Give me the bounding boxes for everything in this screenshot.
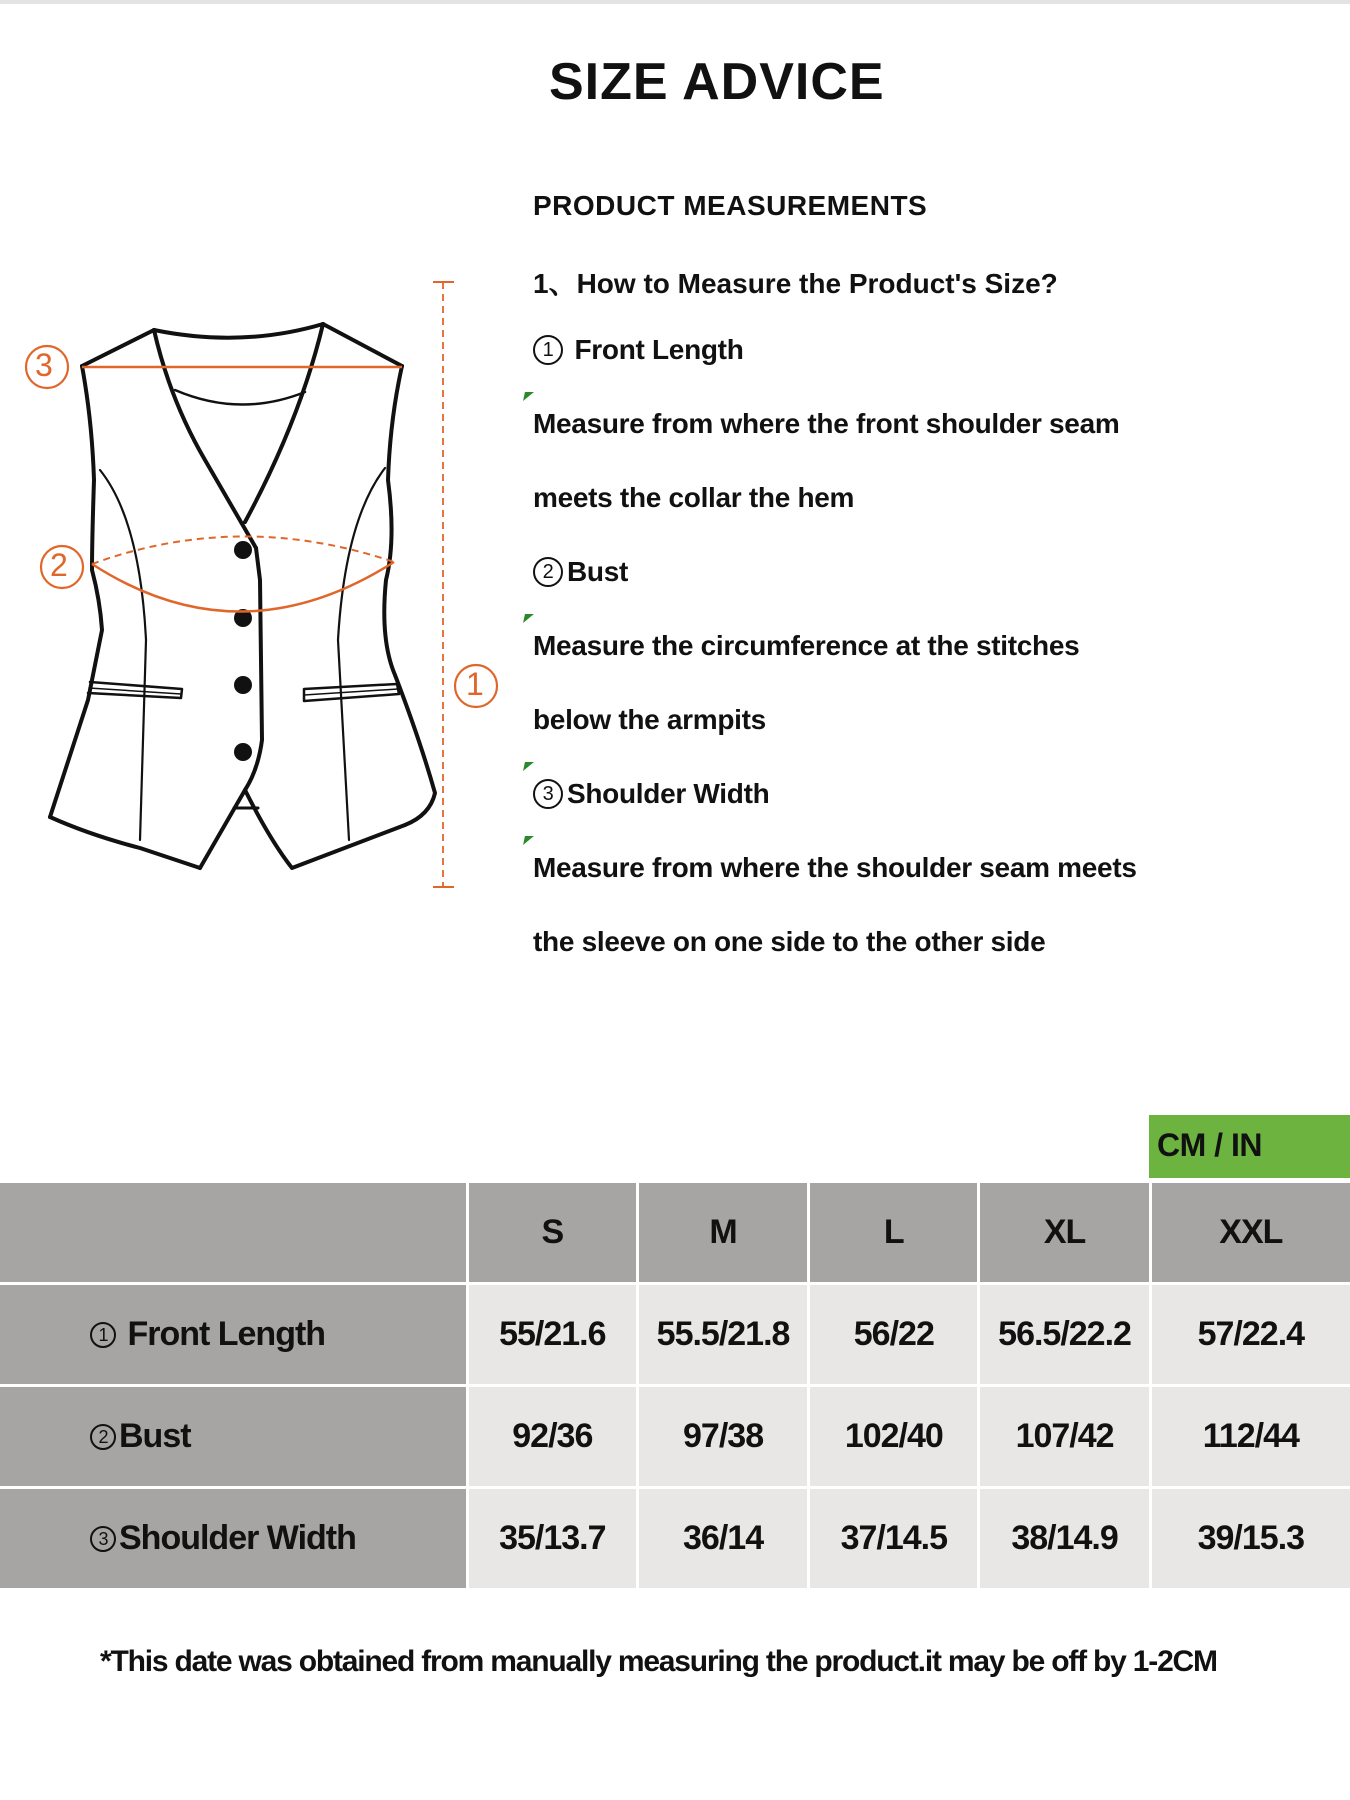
table-cell: 97/38	[639, 1387, 807, 1486]
green-marker-icon	[523, 836, 534, 845]
row-label-bust	[0, 1387, 466, 1486]
table-cell: 38/14.9	[980, 1489, 1148, 1588]
number-2-icon: 2	[90, 1424, 116, 1450]
size-column-l: L	[810, 1183, 977, 1282]
size-column-s: S	[469, 1183, 636, 1282]
marker-1-label: 1	[466, 666, 484, 702]
table-row	[0, 1285, 1350, 1384]
number-1-icon: 1	[533, 335, 563, 365]
table-cell: 55/21.6	[469, 1285, 636, 1384]
guide-item-shoulder-title	[533, 778, 769, 810]
green-marker-icon	[523, 762, 534, 771]
guide-item-label: Front Length	[574, 334, 744, 365]
guide-item-description: meets the collar the hem	[533, 482, 855, 513]
row-label-front-length	[0, 1285, 466, 1384]
guide-item-description: the sleeve on one side to the other side	[533, 926, 1046, 957]
guide-item-description: Measure the circumference at the stitches	[533, 630, 1080, 661]
vest-buttons	[234, 541, 252, 761]
marker-3-label: 3	[35, 347, 53, 383]
guide-item-front-length-title	[533, 334, 744, 366]
unit-badge: CM / IN	[1149, 1115, 1350, 1178]
footnote: *This date was obtained from manually measuring the product.it may be off by 1-2CM	[100, 1645, 1217, 1678]
guide-item-bust-title	[533, 556, 628, 588]
table-cell: 107/42	[980, 1387, 1148, 1486]
row-label-shoulder-width	[0, 1489, 466, 1588]
section-heading: PRODUCT MEASUREMENTS	[533, 190, 928, 221]
marker-2-label: 2	[50, 547, 68, 583]
guide-question: 1、How to Measure the Product's Size?	[533, 268, 1058, 299]
guide-item-description: Measure from where the front shoulder seam	[533, 408, 1120, 439]
guide-item-description: Measure from where the shoulder seam meets	[533, 852, 1137, 883]
table-cell: 37/14.5	[810, 1489, 977, 1588]
table-row	[0, 1489, 1350, 1588]
table-cell: 56/22	[810, 1285, 977, 1384]
guide-item-label: Shoulder Width	[567, 778, 770, 809]
vest-diagram	[0, 250, 510, 930]
number-3-icon: 3	[533, 779, 563, 809]
top-divider	[0, 0, 1350, 4]
table-cell: 36/14	[639, 1489, 807, 1588]
table-header-empty	[0, 1183, 466, 1282]
number-2-icon: 2	[533, 557, 563, 587]
size-column-xl: XL	[980, 1183, 1148, 1282]
table-cell: 55.5/21.8	[639, 1285, 807, 1384]
number-3-icon: 3	[90, 1526, 116, 1552]
page-title: SIZE ADVICE	[549, 53, 885, 111]
row-label-text: Shoulder Width	[119, 1519, 356, 1557]
table-cell: 39/15.3	[1152, 1489, 1350, 1588]
number-1-icon: 1	[90, 1322, 116, 1348]
vest-illustration	[0, 250, 510, 930]
table-header-row	[0, 1183, 1350, 1282]
table-row	[0, 1387, 1350, 1486]
green-marker-icon	[523, 614, 534, 623]
size-column-xxl: XXL	[1152, 1183, 1350, 1282]
table-cell: 112/44	[1152, 1387, 1350, 1486]
row-label-text: Bust	[119, 1417, 191, 1455]
table-cell: 56.5/22.2	[980, 1285, 1148, 1384]
table-cell: 57/22.4	[1152, 1285, 1350, 1384]
row-label-text: Front Length	[127, 1315, 326, 1353]
green-marker-icon	[523, 392, 534, 401]
table-cell: 35/13.7	[469, 1489, 636, 1588]
table-cell: 102/40	[810, 1387, 977, 1486]
guide-item-description: below the armpits	[533, 704, 766, 735]
size-chart-table	[0, 1180, 1350, 1591]
table-cell: 92/36	[469, 1387, 636, 1486]
guide-item-label: Bust	[567, 556, 629, 587]
size-column-m: M	[639, 1183, 807, 1282]
